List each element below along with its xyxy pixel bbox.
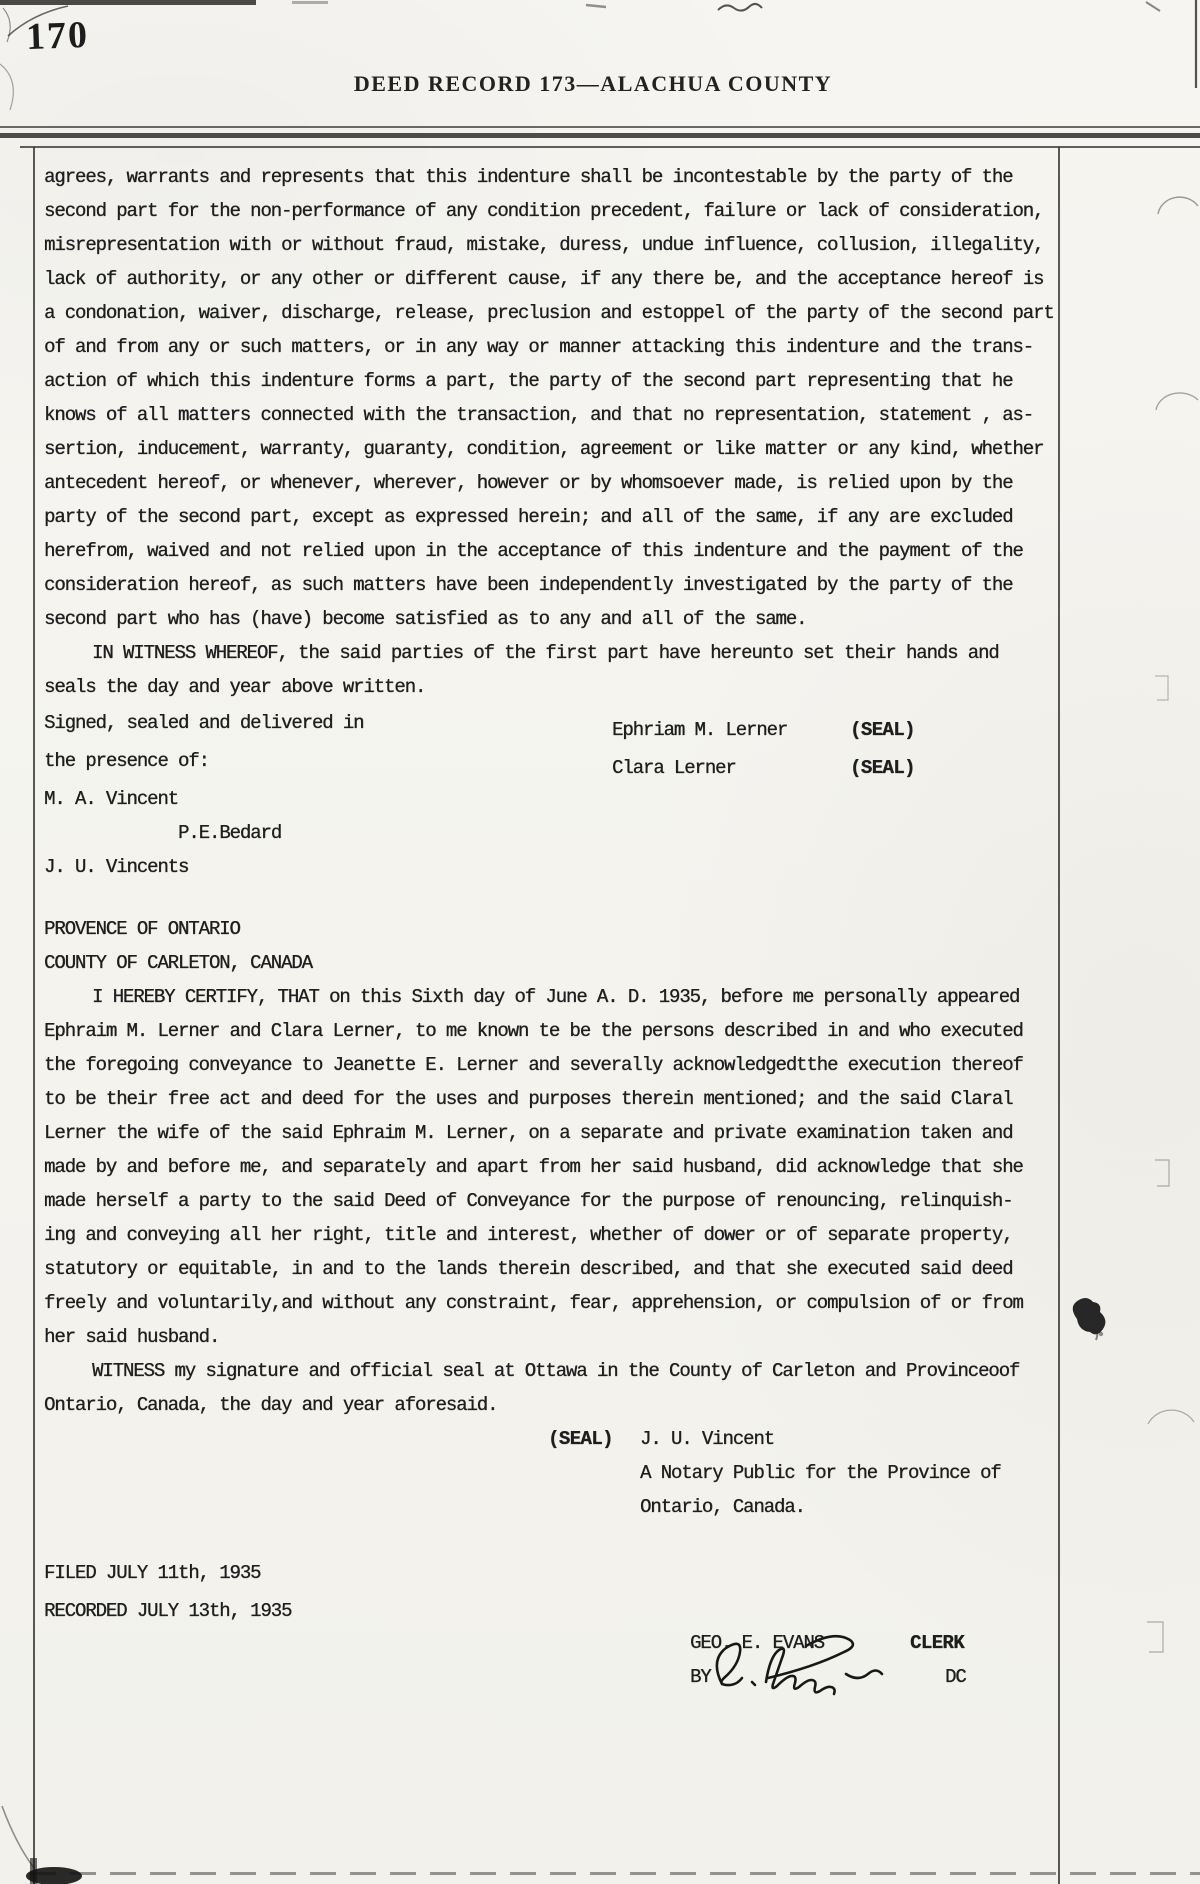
document-line: CLERK: [910, 1632, 965, 1654]
document-line: Lerner the wife of the said Ephraim M. Lerner, on a separate and private examination taken and: [44, 1122, 1013, 1144]
ink-blot: [1073, 1298, 1106, 1340]
document-line: M. A. Vincent: [44, 788, 178, 810]
document-line: Ontario, Canada.: [640, 1496, 805, 1518]
document-line: seals the day and year above written.: [44, 676, 426, 698]
document-line: I HEREBY CERTIFY, THAT on this Sixth day of June A. D. 1935, before me personally appeared: [92, 986, 1020, 1008]
document-line: the presence of:: [44, 750, 209, 772]
left-margin-rule: [33, 147, 35, 1884]
document-line: made herself a party to the said Deed of Conveyance for the purpose of renouncing, relinquish-: [44, 1190, 1013, 1212]
page-header: DEED RECORD 173—ALACHUA COUNTY: [353, 71, 833, 96]
document-line: Ontario, Canada, the day and year aforesaid.: [44, 1394, 498, 1416]
document-line: party of the second part, except as expressed herein; and all of the same, if any are excluded: [44, 506, 1013, 528]
document-line: FILED JULY 11th, 1935: [44, 1562, 261, 1584]
document-line: RECORDED JULY 13th, 1935: [44, 1600, 292, 1622]
text-box-top-rule: [20, 146, 1200, 148]
document-line: lack of authority, or any other or different cause, if any there be, and the acceptance hereof is: [44, 268, 1044, 290]
document-line: (SEAL): [548, 1428, 613, 1450]
document-line: consideration hereof, as such matters have been independently investigated by the party of the: [44, 574, 1013, 596]
top-rule-thin: [0, 126, 1200, 128]
document-line: Ephraim M. Lerner and Clara Lerner, to me known te be the persons described in and who executed: [44, 1020, 1023, 1042]
document-line: antecedent hereof, or whenever, wherever, however or by whomsoever made, is relied upon by the: [44, 472, 1013, 494]
document-line: A Notary Public for the Province of: [640, 1462, 1001, 1484]
document-line: Clara Lerner: [612, 757, 736, 779]
document-line: WITNESS my signature and official seal at Ottawa in the County of Carleton and Provinceoof: [92, 1360, 1020, 1382]
document-line: action of which this indenture forms a part, the party of the second part representing that he: [44, 370, 1013, 392]
document-line: sertion, inducement, warranty, guaranty, condition, agreement or like matter or any kind, whether: [44, 438, 1044, 460]
document-line: second part for the non-performance of any condition precedent, failure or lack of consideration,: [44, 200, 1044, 222]
document-line: second part who has (have) become satisfied as to any and all of the same.: [44, 608, 807, 630]
right-margin-rule: [1058, 147, 1060, 1884]
document-line: GEO. E. EVANS: [690, 1632, 824, 1654]
document-line: a condonation, waiver, discharge, release, preclusion and estoppel of the party of the second part: [44, 302, 1054, 324]
top-rule-thick: [0, 133, 1200, 138]
document-line: PROVENCE OF ONTARIO: [44, 918, 240, 940]
document-line: (SEAL): [850, 757, 915, 779]
document-line: J. U. Vincents: [44, 856, 189, 878]
document-line: of and from any or such matters, or in any way or manner attacking this indenture and the trans-: [44, 336, 1033, 358]
document-line: her said husband.: [44, 1326, 220, 1348]
document-line: freely and voluntarily,and without any constraint, fear, apprehension, or compulsion of or from: [44, 1292, 1023, 1314]
document-line: DC: [945, 1666, 966, 1688]
document-line: J. U. Vincent: [640, 1428, 774, 1450]
document-line: IN WITNESS WHEREOF, the said parties of the first part have hereunto set their hands and: [92, 642, 999, 664]
document-line: BY: [690, 1666, 711, 1688]
bottom-rule: [30, 1872, 1200, 1875]
document-line: P.E.Bedard: [178, 822, 282, 844]
document-line: Signed, sealed and delivered in: [44, 712, 364, 734]
document-line: agrees, warrants and represents that this indenture shall be incontestable by the party of the: [44, 166, 1013, 188]
document-line: herefrom, waived and not relied upon in the acceptance of this indenture and the payment of the: [44, 540, 1023, 562]
document-line: statutory or equitable, in and to the lands therein described, and that she executed said deed: [44, 1258, 1013, 1280]
document-line: COUNTY OF CARLETON, CANADA: [44, 952, 312, 974]
document-line: the foregoing conveyance to Jeanette E. Lerner and severally acknowledgedtthe execution thereof: [44, 1054, 1023, 1076]
document-line: Ephriam M. Lerner: [612, 719, 788, 741]
document-line: ing and conveying all her right, title and interest, whether of dower or of separate property,: [44, 1224, 1013, 1246]
document-line: to be their free act and deed for the uses and purposes therein mentioned; and the said Claral: [44, 1088, 1013, 1110]
document-line: (SEAL): [850, 719, 915, 741]
document-line: misrepresentation with or without fraud, mistake, duress, undue influence, collusion, illegality,: [44, 234, 1044, 256]
page-number: 170: [25, 13, 90, 59]
document-line: made by and before me, and separately and apart from her said husband, did acknowledge that she: [44, 1156, 1023, 1178]
document-line: knows of all matters connected with the transaction, and that no representation, statement , as-: [44, 404, 1033, 426]
